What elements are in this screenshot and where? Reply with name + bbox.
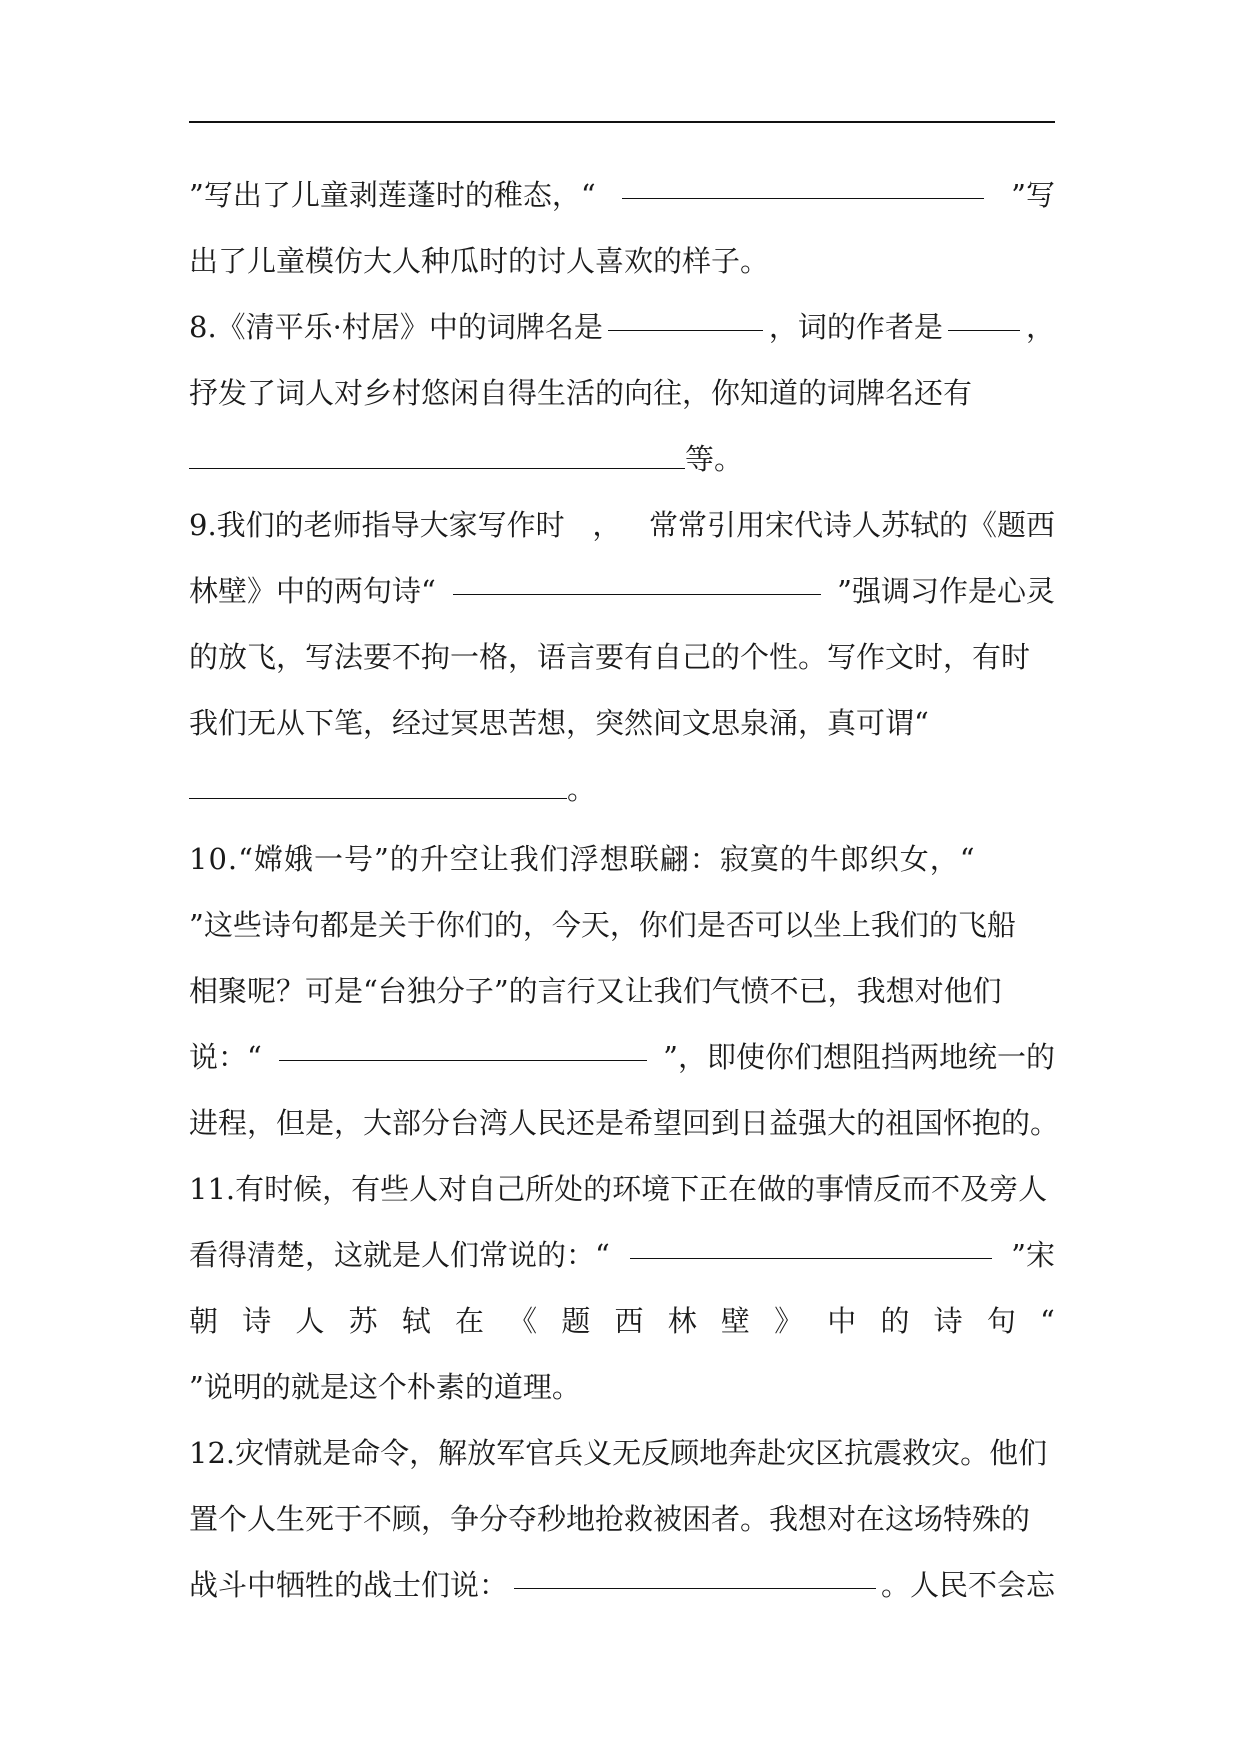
q12-text-a: 战斗中牺牲的战士们说： <box>189 1568 509 1602</box>
q7-answer-blank[interactable] <box>622 170 984 199</box>
q10-text-b: ”，即使你们想阻挡两地统一的 <box>663 1040 1055 1074</box>
q10-answer-blank[interactable] <box>279 1032 647 1061</box>
q8-text-b: ，词的作者是 <box>768 310 943 344</box>
q8-text-c: ， <box>1025 310 1055 344</box>
q11-char: 》 <box>774 1304 804 1338</box>
q9-text-d: 林壁》中的两句诗“ <box>189 574 436 608</box>
q9-text-end: 。 <box>567 772 597 806</box>
q9-text-a: 9.我们的老师指导大家写作时 <box>189 508 565 542</box>
q7-text-b: ”写 <box>1011 178 1055 212</box>
q8-author-blank[interactable] <box>948 302 1020 331</box>
q11-char: 轼 <box>401 1304 431 1338</box>
q11-line-1: 11.有时候，有些人对自己所处的环境下正在做的事情反而不及旁人 <box>189 1172 1048 1206</box>
q9-line-2 <box>189 566 1055 616</box>
q10-line-4 <box>189 1032 1055 1082</box>
q11-line-4: ”说明的就是这个朴素的道理。 <box>189 1370 581 1404</box>
q11-char: 人 <box>295 1304 325 1338</box>
q11-char: 《 <box>508 1304 538 1338</box>
q8-other-cipai-blank[interactable] <box>189 440 685 469</box>
q8-line-3 <box>189 434 1055 484</box>
q9-line-3: 的放飞，写法要不拘一格，语言要有自己的个性。写作文时，有时 <box>189 640 1031 674</box>
q8-text-end: 等。 <box>685 442 744 476</box>
q8-line-1 <box>189 302 1055 352</box>
q8-text-a: 8.《清平乐·村居》中的词牌名是 <box>189 310 603 344</box>
q11-text-a: 看得清楚，这就是人们常说的：“ <box>189 1238 610 1272</box>
q8-line-2: 抒发了词人对乡村悠闲自得生活的向往，你知道的词牌名还有 <box>189 376 973 410</box>
q9-text-b: ， <box>592 508 622 542</box>
q11-line-3 <box>189 1296 1055 1346</box>
q11-char: 的 <box>880 1304 910 1338</box>
q11-char: 苏 <box>348 1304 378 1338</box>
q11-char: 题 <box>561 1304 591 1338</box>
q12-line-3 <box>189 1560 1055 1610</box>
q9-line-1 <box>189 500 1055 550</box>
q9-text-e: ”强调习作是心灵 <box>837 574 1055 608</box>
q12-line-2: 置个人生死于不顾，争分夺秒地抢救被困者。我想对在这场特殊的 <box>189 1502 1031 1536</box>
q12-text-b: 。人民不会忘 <box>880 1568 1055 1602</box>
q11-char: 西 <box>614 1304 644 1338</box>
q11-answer-blank[interactable] <box>630 1230 992 1259</box>
q11-char: “ <box>1040 1304 1055 1338</box>
q12-line-1: 12.灾情就是命令，解放军官兵义无反顾地奔赴灾区抗震救灾。他们 <box>189 1436 1048 1470</box>
q9-line-5 <box>189 764 1055 814</box>
q11-text-b: ”宋 <box>1011 1238 1055 1272</box>
q11-char: 在 <box>454 1304 484 1338</box>
q10-line-3: 相聚呢？可是“台独分子”的言行又让我们气愤不已，我想对他们 <box>189 974 1002 1008</box>
q8-cipai-blank[interactable] <box>608 302 763 331</box>
q11-char: 中 <box>827 1304 857 1338</box>
q9-idiom-blank[interactable] <box>189 770 567 799</box>
q10-line-5: 进程，但是，大部分台湾人民还是希望回到日益强大的祖国怀抱的。 <box>189 1106 1060 1140</box>
q7-line-1 <box>189 170 1055 220</box>
q11-char: 句 <box>986 1304 1016 1338</box>
q12-answer-blank[interactable] <box>514 1560 876 1589</box>
q9-text-c: 常常引用宋代诗人苏轼的《题西 <box>648 508 1055 542</box>
q11-char: 诗 <box>242 1304 272 1338</box>
q11-char: 壁 <box>720 1304 750 1338</box>
q9-line-4: 我们无从下笔，经过冥思苦想，突然间文思泉涌，真可谓“ <box>189 706 929 740</box>
q11-char: 林 <box>667 1304 697 1338</box>
q10-line-1: 10.“嫦娥一号”的升空让我们浮想联翩：寂寞的牛郎织女，“ <box>189 842 976 876</box>
q11-char: 诗 <box>933 1304 963 1338</box>
q7-line-2: 出了儿童模仿大人种瓜时的讨人喜欢的样子。 <box>189 244 770 278</box>
header-rule <box>189 121 1055 123</box>
q10-line-2: ”这些诗句都是关于你们的，今天，你们是否可以坐上我们的飞船 <box>189 908 1016 942</box>
q11-line-2 <box>189 1230 1055 1280</box>
q9-poem-blank[interactable] <box>453 566 821 595</box>
q7-text-a: ”写出了儿童剥莲蓬时的稚态，“ <box>189 178 596 212</box>
q11-char: 朝 <box>189 1304 219 1338</box>
q10-text-a: 说：“ <box>189 1040 262 1074</box>
